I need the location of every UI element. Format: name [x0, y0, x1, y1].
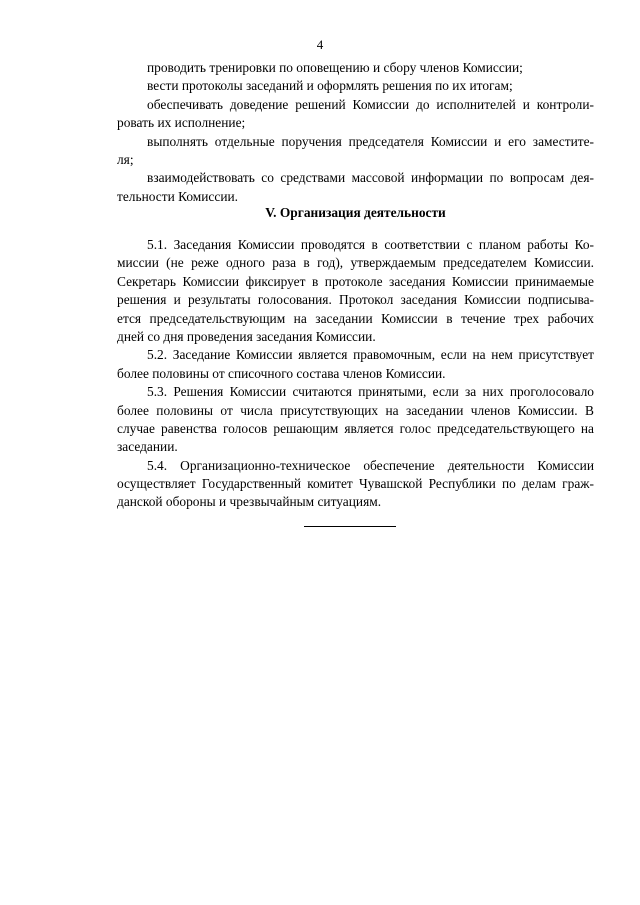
text-line: вести протоколы заседаний и оформлять решения по их итогам;	[147, 78, 513, 94]
text-line: осуществляет Государственный комитет Чувашской Республики по делам граж-	[117, 476, 594, 492]
duties-list	[117, 59, 594, 206]
text-line: обеспечивать доведение решений Комиссии до исполнителей и контроли-	[147, 96, 594, 112]
text-line: 5.4. Организационно-техническое обеспечение деятельности Комиссии	[147, 457, 594, 473]
duty-item	[117, 96, 594, 133]
text-line: решения и результаты голосования. Протокол заседания Комиссии подписыва-	[117, 292, 594, 308]
text-line: проводить тренировки по оповещению и сбору членов Комиссии;	[147, 60, 523, 75]
section-heading: V. Организация деятельности	[265, 205, 446, 220]
duty-item	[117, 59, 594, 77]
text-line: ется председательствующим на заседании Комиссии в течение трех рабочих	[117, 310, 594, 326]
text-line: ровать их исполнение;	[117, 115, 246, 131]
text-line: 5.2. Заседание Комиссии является правомочным, если на нем присутствует	[147, 347, 594, 363]
paragraph-5-1	[117, 236, 594, 346]
text-line: миссии (не реже одного раза в год), утверждаемым председателем Комиссии.	[117, 255, 594, 271]
section-body	[117, 236, 594, 512]
text-line: более половины от списочного состава членов Комиссии.	[117, 365, 446, 381]
end-separator-line	[304, 526, 396, 527]
duty-item	[117, 77, 594, 95]
paragraph-5-4	[117, 457, 594, 512]
text-line: дней со дня проведения заседания Комиссии.	[117, 328, 376, 344]
duty-item	[117, 169, 594, 206]
text-line: ля;	[117, 151, 134, 167]
text-line: тельности Комиссии.	[117, 188, 238, 204]
text-line: взаимодействовать со средствами массовой информации по вопросам дея-	[147, 170, 594, 186]
paragraph-5-2	[117, 346, 594, 383]
text-line: случае равенства голосов решающим является голос председательствующего на	[117, 420, 594, 436]
text-line: заседании.	[117, 439, 178, 455]
duty-item	[117, 133, 594, 170]
text-line: более половины от числа присутствующих на заседании членов Комиссии. В	[117, 402, 594, 418]
text-line: Секретарь Комиссии фиксирует в протоколе заседания Комиссии принимаемые	[117, 273, 594, 289]
text-line: 5.3. Решения Комиссии считаются принятыми, если за них проголосовало	[147, 384, 594, 400]
paragraph-5-3	[117, 383, 594, 457]
page-number: 4	[316, 37, 324, 52]
text-line: данской обороны и чрезвычайным ситуациям.	[117, 494, 382, 510]
text-line: выполнять отдельные поручения председателя Комиссии и его заместите-	[147, 133, 594, 149]
text-line: 5.1. Заседания Комиссии проводятся в соответствии с планом работы Ко-	[147, 237, 594, 252]
